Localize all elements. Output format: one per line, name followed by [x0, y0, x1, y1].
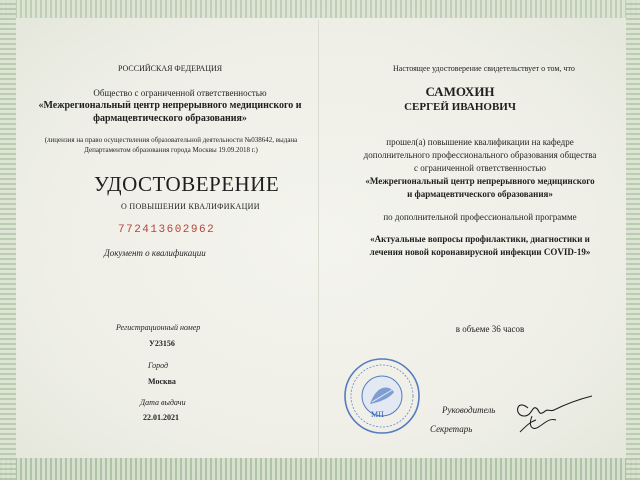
org-line-2: «Межрегиональный центр непрерывного медицинского и: [38, 100, 302, 111]
issue-date-label: Дата выдачи: [140, 398, 186, 407]
registration-number: У23156: [149, 339, 175, 348]
intro-text: Настоящее удостоверение свидетельствует о том, что: [393, 64, 575, 73]
registration-label: Регистрационный номер: [116, 323, 201, 332]
certificate-title: УДОСТОВЕРЕНИЕ: [94, 172, 280, 196]
recipient-name: СЕРГЕЙ ИВАНОВИЧ: [404, 101, 516, 113]
body-line-4: «Межрегиональный центр непрерывного медицинского: [365, 176, 595, 186]
stamp-mark: МП: [371, 410, 384, 419]
license-line-2: Департаментом образования города Москвы 19.09.2018 г.): [84, 146, 258, 154]
official-stamp: [342, 356, 422, 436]
body-line-1: прошел(а) повышение квалификации на кафедре: [386, 137, 574, 147]
org-line-1: Общество с ограниченной ответственностью: [93, 88, 267, 98]
ornamental-border-left: [0, 0, 16, 480]
program-line-1: «Актуальные вопросы профилактики, диагностики и: [370, 234, 590, 244]
body-line-2: дополнительного профессионального образования общества: [363, 150, 597, 160]
body-line-5: и фармацевтического образования»: [407, 189, 553, 199]
city-label: Город: [148, 361, 169, 370]
ornamental-border-top: [0, 0, 640, 18]
country-label: РОССИЙСКАЯ ФЕДЕРАЦИЯ: [118, 64, 223, 73]
serial-number: 772413602962: [118, 224, 216, 236]
recipient-surname: САМОХИН: [425, 84, 495, 99]
program-line-2: лечения новой коронавирусной инфекции COVID-19»: [369, 247, 591, 257]
head-label: Руководитель: [442, 405, 496, 415]
program-intro: по дополнительной профессиональной программе: [383, 212, 577, 222]
hours-text: в объеме 36 часов: [455, 324, 525, 334]
secretary-label: Секретарь: [430, 424, 473, 434]
head-signature: [506, 386, 606, 438]
body-line-3: с ограниченной ответственностью: [413, 163, 547, 173]
certificate-subtitle: О ПОВЫШЕНИИ КВАЛИФИКАЦИИ: [121, 202, 260, 211]
org-line-3: фармацевтического образования»: [93, 113, 247, 124]
license-line-1: (лицензия на право осуществления образовательной деятельности №038642, выдана: [44, 136, 298, 144]
issue-date-value: 22.01.2021: [143, 413, 179, 422]
city-value: Москва: [148, 377, 176, 386]
ornamental-border-bottom: [0, 458, 640, 480]
document-type: Документ о квалификации: [104, 248, 206, 258]
page-fold: [318, 20, 319, 460]
